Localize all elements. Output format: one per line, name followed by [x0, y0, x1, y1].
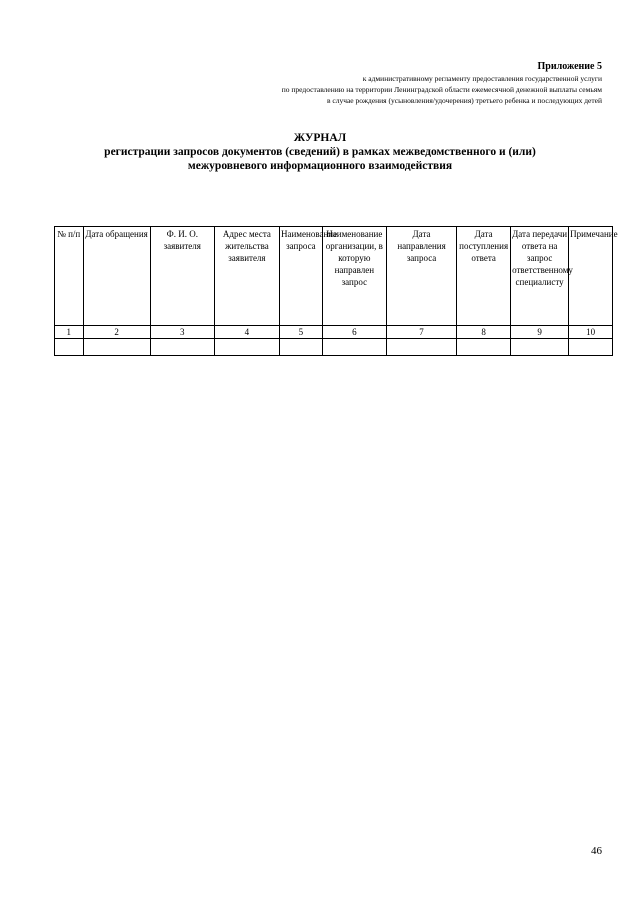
journal-table	[54, 226, 618, 356]
appendix-line: по предоставлению на территории Ленинградской области ежемесячной денежной выплаты семьям	[281, 85, 602, 94]
appendix-block	[282, 61, 602, 106]
header-cell: Дата обращения	[83, 227, 150, 326]
header-cell: Ф. И. О. заявителя	[150, 227, 214, 326]
column-number-cell: 6	[322, 326, 386, 339]
empty-cell	[322, 339, 386, 356]
page-number: 46	[591, 845, 602, 857]
column-number-cell: 9	[511, 326, 569, 339]
header-cell: Дата поступления ответа	[457, 227, 511, 326]
journal-subtitle: межуровневого информационного взаимодействия	[187, 160, 453, 172]
empty-cell	[150, 339, 214, 356]
header-cell: № п/п	[55, 227, 84, 326]
header-cell: Наименование организации, в которую направлен запрос	[322, 227, 386, 326]
appendix-title: Приложение 5	[537, 61, 602, 72]
header-cell: Примечание	[569, 227, 613, 326]
column-number-cell: 4	[214, 326, 279, 339]
empty-cell	[386, 339, 456, 356]
empty-cell	[280, 339, 323, 356]
header-cell: Дата передачи ответа на запрос ответственному специалисту	[511, 227, 569, 326]
empty-cell	[83, 339, 150, 356]
appendix-line: к административному регламенту предоставления государственной услуги	[362, 74, 602, 83]
column-number-row	[55, 326, 613, 339]
column-number-cell: 3	[150, 326, 214, 339]
empty-cell	[569, 339, 613, 356]
journal-subtitle: регистрации запросов документов (сведений) в рамках межведомственного и (или)	[104, 146, 536, 158]
table-header-row	[55, 227, 613, 326]
empty-cell	[55, 339, 84, 356]
empty-cell	[511, 339, 569, 356]
header-cell: Дата направления запроса	[386, 227, 456, 326]
column-number-cell: 5	[280, 326, 323, 339]
empty-cell	[457, 339, 511, 356]
empty-cell	[214, 339, 279, 356]
column-number-cell: 1	[55, 326, 84, 339]
header-cell: Адрес места жительства заявителя	[214, 227, 279, 326]
column-number-cell: 2	[83, 326, 150, 339]
column-number-cell: 8	[457, 326, 511, 339]
column-number-cell: 10	[569, 326, 613, 339]
journal-heading	[0, 131, 640, 173]
column-number-cell: 7	[386, 326, 456, 339]
appendix-line: в случае рождения (усыновления/удочерения) третьего ребенка и последующих детей	[326, 96, 602, 105]
header-cell: Наименование запроса	[280, 227, 323, 326]
empty-table-row	[55, 339, 613, 356]
journal-title: ЖУРНАЛ	[293, 132, 347, 144]
